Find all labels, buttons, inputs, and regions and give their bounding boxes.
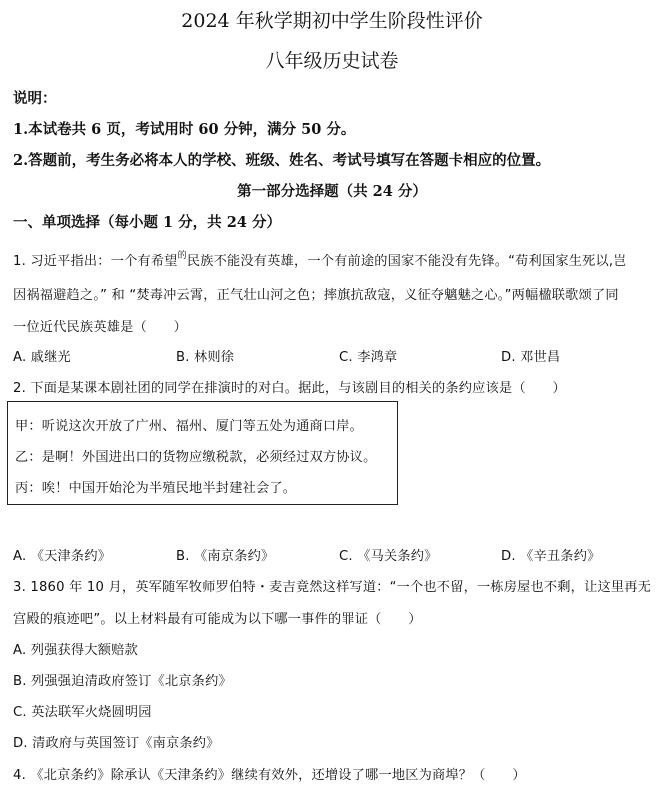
question-1-text: 民族不能没有英雄，一个有前途的国家不能没有先锋。“苟利国家生死以,岂 xyxy=(186,254,627,269)
section-title: 一、单项选择（每小题 1 分，共 24 分） xyxy=(13,214,281,231)
option-a[interactable]: A. 戚继光 xyxy=(13,350,71,365)
dialogue-line: 丙：唉！中国开始沦为半殖民地半封建社会了。 xyxy=(15,481,297,496)
option-d[interactable]: D. 《辛丑条约》 xyxy=(501,549,601,564)
dialogue-line: 乙：是啊！外国进出口的货物应缴税款，必须经过双方协议。 xyxy=(15,450,377,465)
instruction-item: 2.答题前，考生务必将本人的学校、班级、姓名、考试号填写在答题卡相应的位置。 xyxy=(13,152,551,169)
question-1-line: 因祸福避趋之。” 和 “焚毒冲云霄，正气壮山河之色；摔旗抗敌寇，义征夺魑魅之心。”两幅楹联歌颂了同 xyxy=(13,288,619,303)
option-c[interactable]: C. 李鸿章 xyxy=(339,350,398,365)
superscript-char: 的 xyxy=(177,251,187,261)
option-b[interactable]: B. 列强强迫清政府签订《北京条约》 xyxy=(13,674,232,689)
question-1-text: 1. 习近平指出：一个有希望 xyxy=(13,254,178,269)
question-3-line: 宫殿的痕迹吧”。以上材料最有可能成为以下哪一事件的罪证（ ） xyxy=(13,612,422,627)
question-3-line: 3. 1860 年 10 月，英军随军牧师罗伯特・麦吉竟然这样写道：“一个也不留，一栋房屋也不剩，让这里再无 xyxy=(13,580,652,595)
option-a[interactable]: A. 《天津条约》 xyxy=(13,549,112,564)
option-b[interactable]: B. 《南京条约》 xyxy=(176,549,275,564)
instructions-heading: 说明： xyxy=(13,90,57,107)
option-a[interactable]: A. 列强获得大额赔款 xyxy=(13,643,138,658)
question-2-stem: 2. 下面是某课本剧社团的同学在排演时的对白。据此，与该剧目的相关的条约应该是（ ） xyxy=(13,381,566,396)
question-1-line xyxy=(13,250,627,269)
option-c[interactable]: C. 《马关条约》 xyxy=(339,549,438,564)
dialogue-line: 甲：听说这次开放了广州、福州、厦门等五处为通商口岸。 xyxy=(15,419,364,434)
exam-title: 2024 年秋学期初中学生阶段性评价 xyxy=(181,10,483,32)
question-4-stem: 4. 《北京条约》除承认《天津条约》继续有效外，还增设了哪一地区为商埠？（ ） xyxy=(13,768,526,783)
question-1-line: 一位近代民族英雄是（ ） xyxy=(13,320,188,335)
option-d[interactable]: D. 清政府与英国签订《南京条约》 xyxy=(13,736,220,751)
option-c[interactable]: C. 英法联军火烧圆明园 xyxy=(13,705,152,720)
part-title: 第一部分选择题（共 24 分） xyxy=(237,183,427,200)
option-d[interactable]: D. 邓世昌 xyxy=(501,350,561,365)
exam-subtitle: 八年级历史试卷 xyxy=(265,50,399,72)
option-b[interactable]: B. 林则徐 xyxy=(176,350,235,365)
instruction-item: 1.本试卷共 6 页，考试用时 60 分钟，满分 50 分。 xyxy=(13,121,356,138)
